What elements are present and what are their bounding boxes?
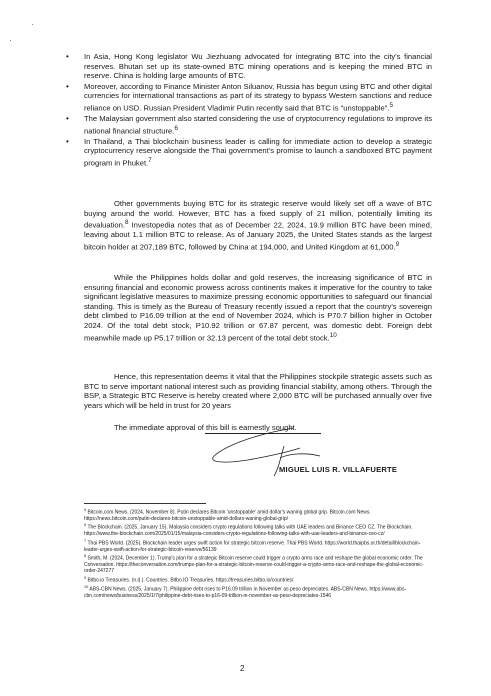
footnote-ref: 9 [395,240,400,248]
bullet-dot-icon: • [66,81,69,91]
bullet-text: In Thailand, a Thai blockchain business leader is calling for immediate action to develop a strategic cryptocurrency reserve alongside the Thai government's promise to launch a sandboxed BTC payment program in Phuket. [84,136,432,168]
bullet-text: In Asia, Hong Kong legislator Wu Jiezhuang advocated for integrating BTC into the city's financial reserves. Bhutan set up its state-owned BTC mining operations and is keeping the mined BTC in reserve. China is holding large amounts of BTC. [84,52,432,81]
footnote-ref: 5 [389,101,394,109]
footnote-text: The Blockchain. (2025, January 15). Malaysia considers crypto regulations following talks with UAE leaders and Binance CEO CZ. The Blockchain. https://www.the-blockchain.com/2025/01/15/malaysia-considers-crypto-regulations-following-talks-with-uae-leaders-and-binance-ceo-cz/ [84,525,413,538]
bullet-item [66,52,432,81]
footnote-list [84,507,434,600]
footnote-number: 9 [84,576,87,581]
page-number: 2 [240,664,245,673]
footnote-item [84,584,434,599]
footnote-ref: 8 [124,219,129,227]
paragraph-text: While the Philippines holds dollar and gold reserves, the increasing significance of BTC in ensuring financial and economic prowess across continents makes it imperative for the country to take significant legislative measures to maximize pressing economic opportunities to safeguard our financial standing. This is timely as the Bureau of Treasury recently issued a report that the country's sovereign debt climbed to P16.09 trillion at the end of November 2024, which is P70.7 billion higher in October 2024. Of the total debt stock, P10.92 trillion or 67.87 percent, was domestic debt. Foreign debt meanwhile made up P5.17 trillion or 32.13 percent of the total debt stock. [84,273,432,343]
footnote-item [84,538,434,553]
closing-sentence: The immediate approval of this bill is earnestly sought. [114,423,297,432]
footnote-number: 8 [84,554,87,559]
footnote-ref: 6 [174,124,178,132]
footnote-item [84,553,434,574]
footnote-number: 6 [84,523,87,528]
footnote-text: Smith, M. (2024, December 1). Trump's plan for a strategic Bitcoin reserve could trigger a crypto arms race and reshape the global economic order. The Conversation. https://theconversation.com/trumps-plan-for-a-strategic-bitcoin-reserve-could-trigger-a-crypto-arms-race-and-reshape-the-global-economic-order-247277 [84,556,424,575]
paragraph-strategic-reserve [84,372,432,410]
footnote-number: 5 [84,508,87,512]
bullet-dot-icon: • [66,136,69,146]
footnote-text: ABS-CBN News. (2025, January 7). Philippine debt rises to P16.09 trillion in November as peso depreciates. ABS-CBN News. https://www.abs-cbn.com/news/business/2025/1/7/philippine-debt-rises-to-p16-09-trillion-in-november-as-peso-depreciates-1546 [84,586,407,600]
footnote-text: Bitbo.io Treasuries. (n.d.). Countries. Bitbo.IO Treasuries. https://treasuries.bitbo.io/countries/ [87,577,294,584]
signer-name: MIGUEL LUIS R. VILLAFUERTE [279,465,398,474]
bullet-list [66,52,432,169]
paragraph-bitcoin-supply [84,199,432,252]
footnote-item [84,507,434,522]
footnote-item [84,575,434,584]
bullet-item [66,137,432,168]
bullet-text: The Malaysian government also started considering the use of cryptocurrency regulations to improve its national financial structure. [84,114,432,136]
paragraph-text: Other governments buying BTC for its strategic reserve would likely set off a wave of BTC buying around the world. However, BTC has a fixed supply of 21 million, potentially limiting its devaluation. [84,199,432,230]
footnote-number: 7 [84,538,87,543]
scan-speck [10,40,11,41]
footnote-ref: 7 [148,157,152,164]
footnote-ref: 10 [329,331,337,339]
bullet-item [66,114,432,136]
footnote-text: Bitcoin.com News. (2024, November 8). Putin declares Bitcoin 'unstoppable' amid dollar's waning global grip. Bitcoin.com News. https://news.bitcoin.com/putin-declares-bitcoin-unstoppable-amid-dollars-waning-global-grip/ [84,509,371,522]
bullet-dot-icon: • [66,114,69,124]
footnote-number: 10 [84,585,89,590]
footnote-text: Thai PBS World. (2025). Blockchain leader urges swift action for strategic bitcoin reserve. Thai PBS World. https://world.thaipbs.or.th/detail/blockchain-leader-urges-swift-action-for-strategic-bitcoin-reserve/56139 [84,540,421,553]
paragraph-text: Hence, this representation deems it vital that the Philippines stockpile strategic assets such as BTC to serve important national interest such as providing financial stability, among others. Through the BSP, a Strategic BTC Reserve is hereby created where 2,000 BTC will be purchased annually over five years which will be held in trust for 20 years [84,372,432,410]
bullet-item [66,82,432,113]
bullet-text: Moreover, according to Finance Minister Anton Siluanov, Russia has begun using BTC and other digital currencies for international transactions as part of its strategy to bypass Western sanctions and reduce reliance on USD. Russian President Vladimir Putin recently said that BTC is "unstoppable". [84,81,432,113]
bullet-dot-icon: • [66,52,69,61]
paragraph-text: Investopedia notes that as of December 22, 2024, 19.9 million BTC have been mined, leaving about 1.1 million BTC to release. As of January 2025, the United States stands as the largest bitcoin holder at 207,189 BTC, followed by China at 194,000, and United Kingdom at 61,000. [84,220,432,252]
footnote-item [84,522,434,537]
footnote-divider [84,503,206,504]
scan-speck [32,24,33,25]
paragraph-philippine-debt [84,273,432,343]
